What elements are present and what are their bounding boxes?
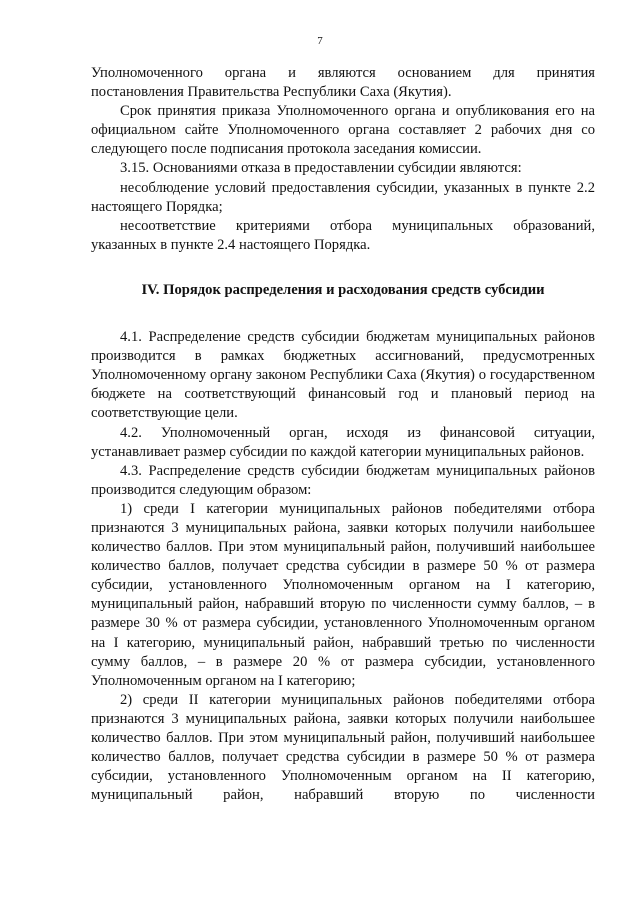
page-number: 7 (317, 35, 323, 47)
paragraph-refusal-reason-2: несоответствие критериями отбора муниципальных образований, указанных в пункте 2.4 настоящего Порядка. (91, 217, 595, 253)
paragraph-refusal-reason-1: несоблюдение условий предоставления субсидии, указанных в пункте 2.2 настоящего Порядка; (91, 179, 595, 215)
section-heading: IV. Порядок распределения и расходования средств субсидии (141, 281, 545, 298)
paragraph-continuation-line: Уполномоченного органа и являются основанием для принятия (91, 65, 595, 81)
paragraph-category-2: 2) среди II категории муниципальных районов победителями отбора признаются 3 муниципальных района, заявки которых получили наибольшее количество баллов. При этом муниципальный район, получивший наибольшее количество баллов, получает средства субсидии в размере 50 % от размера субсидии, установленного Уполномоченным органом на II категорию, муниципальный район, набравший вторую по численности (91, 691, 595, 804)
paragraph-4-1: 4.1. Распределение средств субсидии бюджетам муниципальных районов производится в рамках бюджетных ассигнований, предусмотренных Уполномоченному органу законом Республики Саха (Якутия) о государственном бюджете на соответствующий финансовый год и плановый период на соответствующие цели. (91, 329, 595, 422)
document-body (91, 64, 595, 805)
paragraph-3-15: 3.15. Основаниями отказа в предоставлении субсидии являются: (120, 160, 522, 177)
paragraph-4-2: 4.2. Уполномоченный орган, исходя из финансовой ситуации, устанавливает размер субсидии по каждой категории муниципальных районов. (91, 424, 595, 460)
paragraph-order-deadline: Срок принятия приказа Уполномоченного органа и опубликования его на официальном сайте Уполномоченного органа составляет 2 рабочих дня со следующего после подписания протокола заседания комиссии. (91, 103, 595, 158)
paragraph-continuation-end: постановления Правительства Республики Саха (Якутия). (91, 84, 452, 101)
paragraph-4-3: 4.3. Распределение средств субсидии бюджетам муниципальных районов производится следующим образом: (91, 462, 595, 498)
paragraph-category-1: 1) среди I категории муниципальных районов победителями отбора признаются 3 муниципальных района, заявки которых получили наибольшее количество баллов. При этом муниципальный район, получивший наибольшее количество баллов, получает средства субсидии в размере 50 % от размера субсидии, установленного Уполномоченным органом на I категорию, муниципальный район, набравший вторую по численности сумму баллов, – в размере 30 % от размера субсидии, установленного Уполномоченным органом на I категорию, муниципальный район, набравший третью по численности сумму баллов, – в размере 20 % от размера субсидии, установленного Уполномоченным органом на I категорию; (91, 500, 595, 689)
